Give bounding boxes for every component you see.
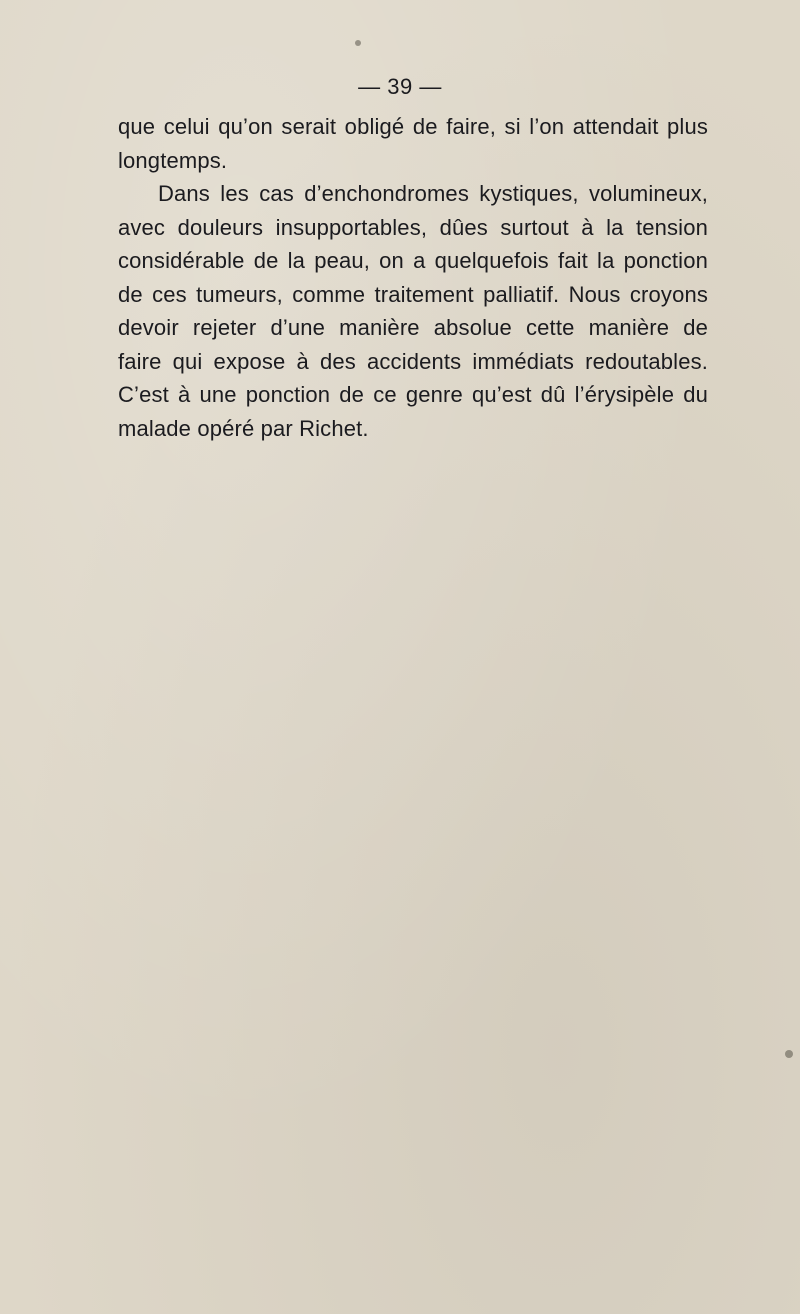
text-line: longtemps. bbox=[118, 147, 228, 173]
page-number: — 39 — bbox=[358, 74, 442, 99]
text-line: considérable de la peau, on a quelquefois fait la ponction bbox=[118, 248, 708, 273]
paper-spot bbox=[355, 40, 361, 46]
text-line: de ces tumeurs, comme traitement palliatif. Nous croyons bbox=[118, 281, 708, 307]
text-line: C’est à une ponction de ce genre qu’est dû l’érysipèle du bbox=[118, 382, 708, 407]
text-line: devoir rejeter d’une manière absolue cette manière de bbox=[118, 315, 708, 340]
paragraph-start-line: Dans les cas d’enchondromes kystiques, volumineux, bbox=[158, 181, 708, 206]
text-line: que celui qu’on serait obligé de faire, si l’on attendait plus bbox=[118, 114, 708, 139]
text-line: avec douleurs insupportables, dûes surtout à la tension bbox=[118, 214, 708, 240]
body-text bbox=[118, 110, 708, 445]
paper-spot bbox=[785, 1050, 793, 1058]
text-line: malade opéré par Richet. bbox=[118, 415, 369, 441]
text-line: faire qui expose à des accidents immédiats redoutables. bbox=[118, 348, 708, 374]
